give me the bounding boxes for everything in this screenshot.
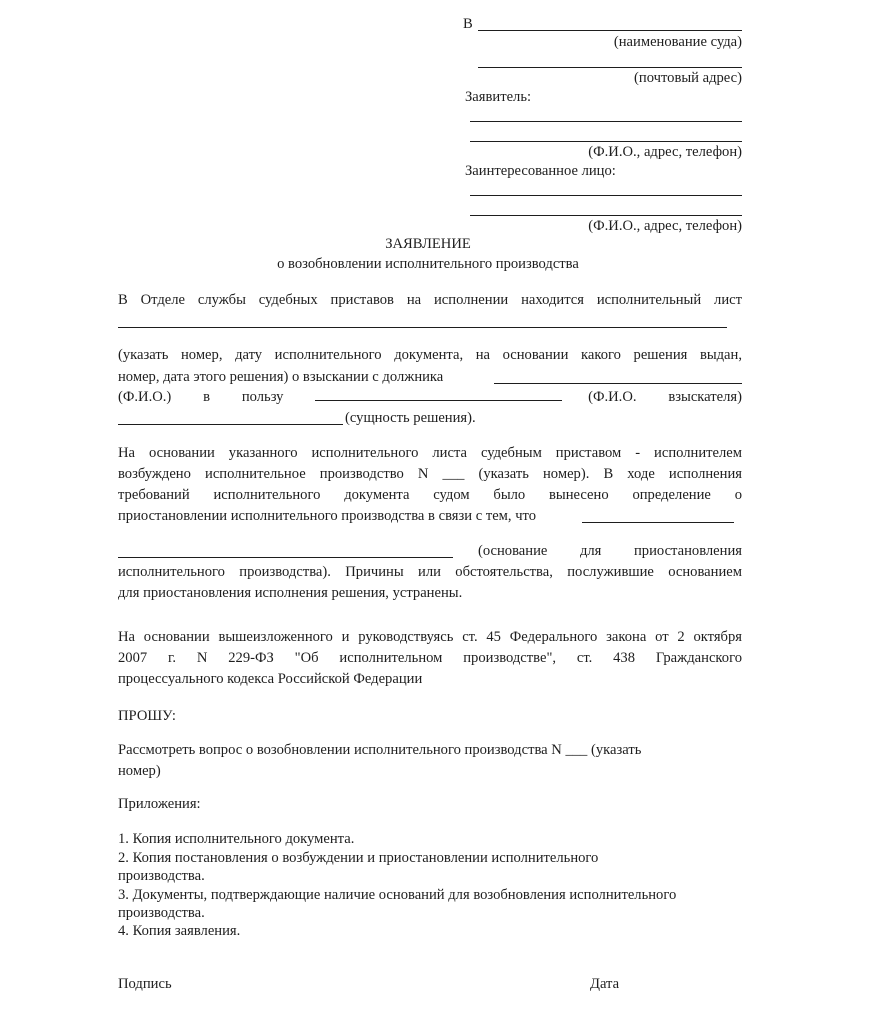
signature-label: Подпись <box>118 976 172 992</box>
attachment-item: 2. Копия постановления о возбуждении и приостановлении исполнительного <box>118 850 599 866</box>
p1-line4-e: взыскателя) <box>668 389 742 405</box>
postal-address-field[interactable] <box>478 67 742 68</box>
interested-field-2[interactable] <box>470 215 742 216</box>
p1-line1: В Отделе службы судебных приставов на исполнении находится исполнительный лист <box>118 292 742 308</box>
request-line1: Рассмотреть вопрос о возобновлении исполнительного производства N ___ (указать <box>118 742 642 758</box>
debtor-field[interactable] <box>494 383 742 384</box>
interested-field-1[interactable] <box>470 195 742 196</box>
creditor-field[interactable] <box>315 388 562 401</box>
p3-line2: 2007 г. N 229-ФЗ "Об исполнительном производстве", ст. 438 Гражданского <box>118 650 742 666</box>
p1-line3: номер, дата этого решения) о взыскании с должника <box>118 369 444 385</box>
p2-line5: (основание для приостановления <box>478 543 742 559</box>
p3-line1: На основании вышеизложенного и руководствуясь ст. 45 Федерального закона от 2 октября <box>118 629 742 645</box>
address-caption: (почтовый адрес) <box>634 70 742 86</box>
document-subtitle: о возобновлении исполнительного производства <box>277 256 579 272</box>
applicant-caption: (Ф.И.О., адрес, телефон) <box>588 144 742 160</box>
request-label: ПРОШУ: <box>118 708 176 724</box>
p2-line4: приостановлении исполнительного производства в связи с тем, что <box>118 508 537 524</box>
writ-field[interactable] <box>118 327 727 328</box>
decision-field[interactable] <box>118 424 343 425</box>
applicant-label: Заявитель: <box>465 89 532 105</box>
p1-line4-b: в <box>203 389 211 405</box>
attachments-label: Приложения: <box>118 796 201 812</box>
interested-caption: (Ф.И.О., адрес, телефон) <box>588 218 742 234</box>
p1-line4-d: (Ф.И.О. <box>588 389 637 405</box>
attachment-item: 1. Копия исполнительного документа. <box>118 831 355 847</box>
request-line2: номер) <box>118 763 161 779</box>
attachment-item: 3. Документы, подтверждающие наличие оснований для возобновления исполнительного <box>118 887 677 903</box>
attachment-item: производства. <box>118 905 205 921</box>
to-prefix: В <box>463 16 473 32</box>
p1-line4-c: пользу <box>241 389 284 405</box>
p1-line5: (сущность решения). <box>345 410 476 426</box>
court-name-field[interactable] <box>478 30 742 31</box>
document-title: ЗАЯВЛЕНИЕ <box>385 236 471 252</box>
reason-field-1[interactable] <box>582 522 734 523</box>
attachment-item: 4. Копия заявления. <box>118 923 241 939</box>
p2-line7: для приостановления исполнения решения, устранены. <box>118 585 463 601</box>
p2-line1: На основании указанного исполнительного листа судебным приставом - исполнителем <box>118 445 742 461</box>
court-caption: (наименование суда) <box>613 34 742 50</box>
reason-field-2[interactable] <box>118 557 453 558</box>
p2-line3: требований исполнительного документа судом было вынесено определение о <box>118 487 742 503</box>
interested-label: Заинтересованное лицо: <box>465 163 616 179</box>
p1-line2: (указать номер, дату исполнительного документа, на основании какого решения выдан, <box>118 347 742 363</box>
p2-line2: возбуждено исполнительное производство N ___ (указать номер). В ходе исполнения <box>118 466 742 482</box>
date-label: Дата <box>590 976 620 992</box>
p2-line6: исполнительного производства). Причины или обстоятельства, послужившие основанием <box>118 564 742 580</box>
attachment-item: производства. <box>118 868 205 884</box>
p1-line4-a: (Ф.И.О.) <box>118 389 172 405</box>
applicant-field-2[interactable] <box>470 141 742 142</box>
p1-line4 <box>118 388 742 406</box>
applicant-field-1[interactable] <box>470 121 742 122</box>
p3-line3: процессуального кодекса Российской Федерации <box>118 671 423 687</box>
